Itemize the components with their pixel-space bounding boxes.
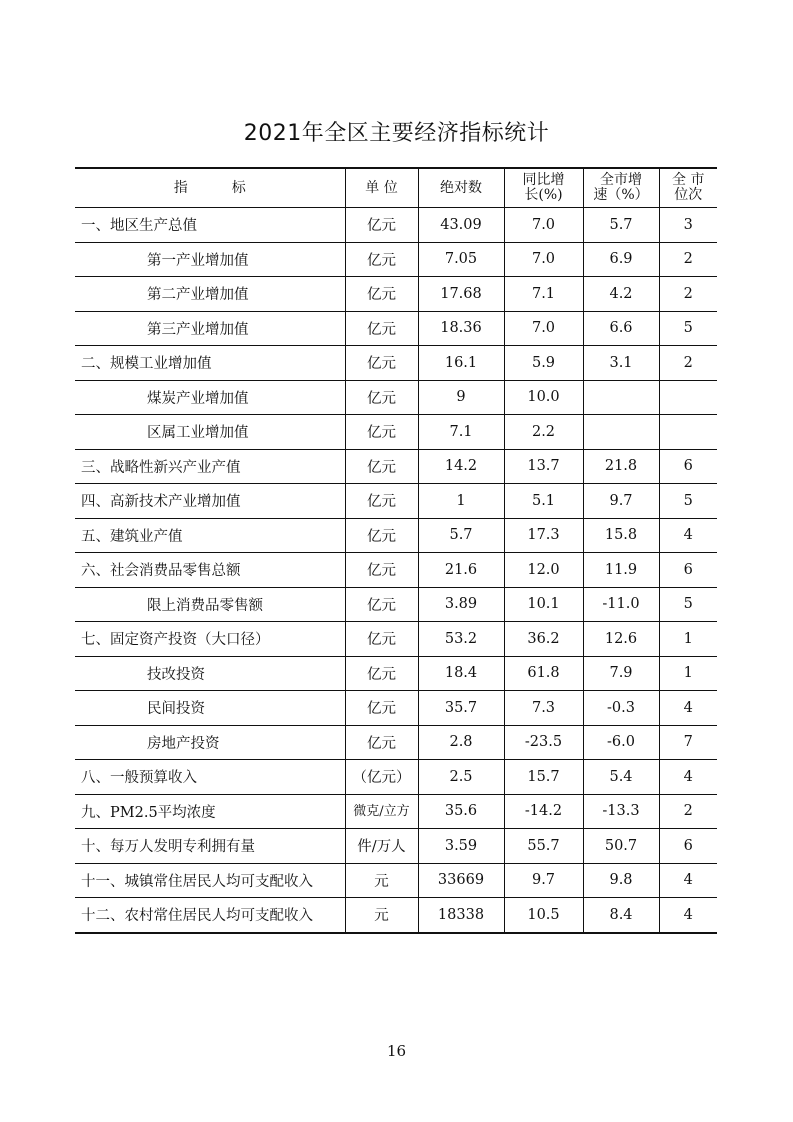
table-row [75,898,717,933]
cell-absolute: 21.6 [418,553,504,588]
cell-indicator: 第一产业增加值 [75,242,345,277]
cell-yoy: 7.3 [504,691,583,726]
cell-rank: 4 [659,863,717,898]
cell-yoy: 17.3 [504,518,583,553]
cell-absolute: 2.8 [418,725,504,760]
cell-unit: 亿元 [345,587,418,622]
table-row [75,380,717,415]
cell-city-growth: 50.7 [583,829,659,864]
cell-rank: 7 [659,725,717,760]
cell-yoy: 10.0 [504,380,583,415]
cell-city-growth: 5.4 [583,760,659,795]
cell-unit: 元 [345,863,418,898]
table-row [75,311,717,346]
cell-unit: 亿元 [345,346,418,381]
cell-yoy: 9.7 [504,863,583,898]
table-row [75,242,717,277]
cell-indicator: 十一、城镇常住居民人均可支配收入 [75,863,345,898]
cell-indicator: 四、高新技术产业增加值 [75,484,345,519]
cell-indicator: 房地产投资 [75,725,345,760]
cell-indicator: 八、一般预算收入 [75,760,345,795]
cell-city-growth [583,415,659,450]
cell-yoy: 15.7 [504,760,583,795]
cell-unit: 亿元 [345,449,418,484]
cell-absolute: 7.1 [418,415,504,450]
cell-indicator: 六、社会消费品零售总额 [75,553,345,588]
cell-yoy: -14.2 [504,794,583,829]
cell-indicator: 民间投资 [75,691,345,726]
cell-absolute: 3.89 [418,587,504,622]
cell-unit: 亿元 [345,656,418,691]
cell-absolute: 35.7 [418,691,504,726]
cell-city-growth: 3.1 [583,346,659,381]
table-row [75,760,717,795]
table-row [75,346,717,381]
cell-rank: 1 [659,622,717,657]
cell-city-growth: 9.8 [583,863,659,898]
table-row [75,622,717,657]
cell-city-growth: 6.6 [583,311,659,346]
cell-absolute: 1 [418,484,504,519]
cell-absolute: 53.2 [418,622,504,657]
cell-city-growth: 15.8 [583,518,659,553]
cell-rank [659,415,717,450]
cell-indicator: 区属工业增加值 [75,415,345,450]
cell-city-growth: 9.7 [583,484,659,519]
table-row [75,829,717,864]
cell-rank: 4 [659,898,717,933]
cell-unit: 亿元 [345,277,418,312]
page-number: 16 [386,1042,407,1060]
cell-indicator: 煤炭产业增加值 [75,380,345,415]
cell-city-growth: 5.7 [583,208,659,243]
header-yoy: 同比增 长(%) [504,168,583,208]
cell-yoy: 5.9 [504,346,583,381]
cell-city-growth: 8.4 [583,898,659,933]
header-city-growth: 全市增 速（%） [583,168,659,208]
cell-unit: 亿元 [345,311,418,346]
cell-city-growth: -13.3 [583,794,659,829]
cell-unit: 亿元 [345,208,418,243]
cell-unit: 亿元 [345,380,418,415]
cell-city-growth: 4.2 [583,277,659,312]
cell-rank: 6 [659,829,717,864]
table-row [75,587,717,622]
cell-rank: 1 [659,656,717,691]
cell-unit: 亿元 [345,691,418,726]
cell-absolute: 9 [418,380,504,415]
cell-unit: 微克/立方 [345,794,418,829]
cell-indicator: 二、规模工业增加值 [75,346,345,381]
cell-absolute: 3.59 [418,829,504,864]
cell-yoy: 7.1 [504,277,583,312]
cell-rank: 4 [659,691,717,726]
cell-absolute: 17.68 [418,277,504,312]
cell-unit: 亿元 [345,242,418,277]
cell-rank: 3 [659,208,717,243]
cell-yoy: 7.0 [504,311,583,346]
cell-rank: 2 [659,346,717,381]
cell-absolute: 14.2 [418,449,504,484]
cell-rank: 6 [659,553,717,588]
cell-yoy: 13.7 [504,449,583,484]
cell-yoy: -23.5 [504,725,583,760]
cell-yoy: 7.0 [504,208,583,243]
page-title: 2021年全区主要经济指标统计 [243,121,550,146]
cell-indicator: 技改投资 [75,656,345,691]
cell-rank: 6 [659,449,717,484]
cell-city-growth: 7.9 [583,656,659,691]
cell-absolute: 16.1 [418,346,504,381]
cell-absolute: 35.6 [418,794,504,829]
cell-indicator: 限上消费品零售额 [75,587,345,622]
header-unit: 单 位 [345,168,418,208]
table-row [75,656,717,691]
cell-unit: 元 [345,898,418,933]
cell-city-growth [583,380,659,415]
cell-absolute: 33669 [418,863,504,898]
table-row [75,553,717,588]
header-absolute: 绝对数 [418,168,504,208]
cell-yoy: 36.2 [504,622,583,657]
table-row [75,691,717,726]
cell-indicator: 第二产业增加值 [75,277,345,312]
cell-yoy: 55.7 [504,829,583,864]
table-row [75,449,717,484]
cell-yoy: 7.0 [504,242,583,277]
cell-indicator: 十二、农村常住居民人均可支配收入 [75,898,345,933]
table-row [75,208,717,243]
cell-city-growth: -11.0 [583,587,659,622]
table-row [75,415,717,450]
cell-absolute: 7.05 [418,242,504,277]
cell-rank: 2 [659,242,717,277]
cell-unit: 亿元 [345,415,418,450]
cell-absolute: 43.09 [418,208,504,243]
header-indicator: 指 标 [75,168,345,208]
cell-rank: 5 [659,311,717,346]
cell-yoy: 10.5 [504,898,583,933]
cell-unit: 亿元 [345,622,418,657]
cell-rank: 4 [659,518,717,553]
cell-indicator: 九、PM2.5平均浓度 [75,794,345,829]
cell-indicator: 一、地区生产总值 [75,208,345,243]
cell-city-growth: 21.8 [583,449,659,484]
cell-unit: 亿元 [345,725,418,760]
cell-indicator: 十、每万人发明专利拥有量 [75,829,345,864]
cell-unit: 亿元 [345,553,418,588]
table-row [75,863,717,898]
cell-unit: （亿元） [345,760,418,795]
cell-rank: 2 [659,277,717,312]
cell-absolute: 18.4 [418,656,504,691]
table-row [75,484,717,519]
cell-absolute: 2.5 [418,760,504,795]
table-row [75,725,717,760]
cell-absolute: 18.36 [418,311,504,346]
cell-unit: 件/万人 [345,829,418,864]
cell-yoy: 5.1 [504,484,583,519]
cell-city-growth: 12.6 [583,622,659,657]
cell-yoy: 12.0 [504,553,583,588]
cell-absolute: 18338 [418,898,504,933]
cell-yoy: 2.2 [504,415,583,450]
header-city-rank: 全 市 位次 [659,168,717,208]
table-row [75,518,717,553]
cell-indicator: 三、战略性新兴产业产值 [75,449,345,484]
cell-unit: 亿元 [345,518,418,553]
indicator-table [75,167,717,934]
cell-city-growth: 6.9 [583,242,659,277]
cell-indicator: 五、建筑业产值 [75,518,345,553]
cell-rank [659,380,717,415]
cell-absolute: 5.7 [418,518,504,553]
cell-unit: 亿元 [345,484,418,519]
cell-city-growth: 11.9 [583,553,659,588]
cell-rank: 5 [659,587,717,622]
cell-rank: 2 [659,794,717,829]
cell-rank: 5 [659,484,717,519]
table-header-row [75,168,717,208]
cell-indicator: 第三产业增加值 [75,311,345,346]
table-row [75,794,717,829]
cell-yoy: 61.8 [504,656,583,691]
cell-rank: 4 [659,760,717,795]
cell-yoy: 10.1 [504,587,583,622]
cell-indicator: 七、固定资产投资（大口径） [75,622,345,657]
cell-city-growth: -0.3 [583,691,659,726]
table-row [75,277,717,312]
cell-city-growth: -6.0 [583,725,659,760]
